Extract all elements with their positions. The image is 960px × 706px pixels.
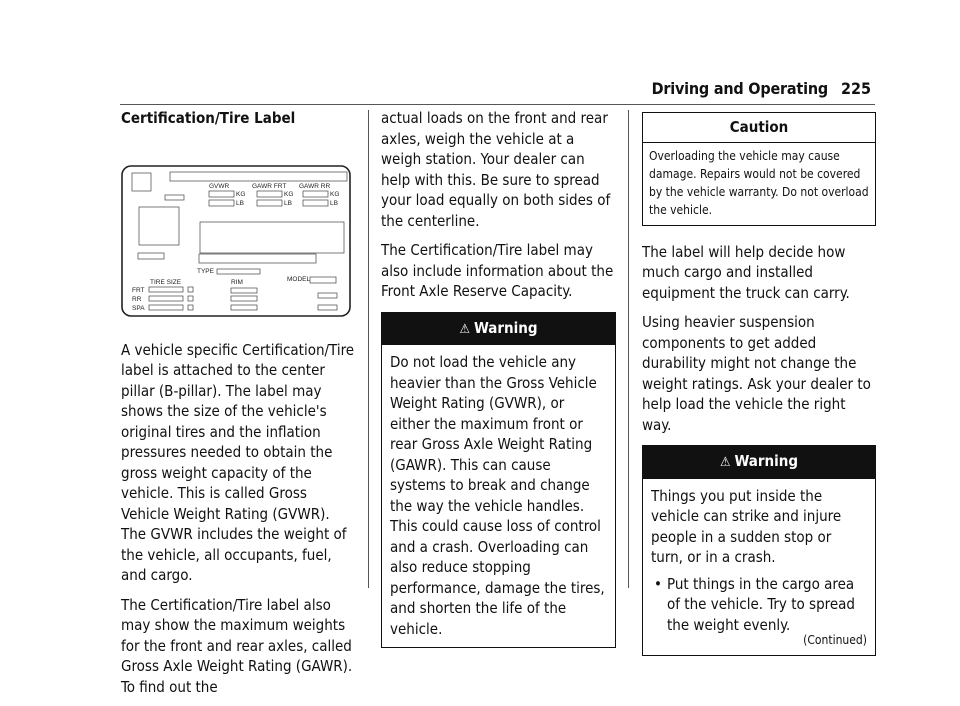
column-3 [642,108,876,672]
warning-box [642,445,876,656]
label-gawr-rr: GAWR RR [299,182,331,190]
label-type: TYPE [197,267,214,275]
label-kg: KG [236,190,246,198]
body-paragraph: actual loads on the front and rear axles, weigh the vehicle at a weigh station. Your dealer can help with this. Be sure to spread your load equally on both sides of the centerline. [381,109,611,230]
label-gawr-frt: GAWR FRT [252,182,287,190]
caution-text: Overloading the vehicle may cause damage. Repairs would not be covered by the vehicle warranty. Do not overload the vehicle. [649,148,869,217]
label-kg: KG [284,190,294,198]
warning-header [382,313,615,346]
label-gvwr: GVWR [209,182,230,190]
body-paragraph: The label will help decide how much cargo and installed equipment the truck can carry. [642,242,850,302]
page-number: 225 [840,79,871,98]
section-heading: Certification/Tire Label [121,109,296,127]
column-2 [381,108,616,664]
label-kg: KG [330,190,340,198]
warning-box [381,312,616,649]
body-paragraph: The Certification/Tire label may also include information about the Front Axle Reserve Capacity. [381,241,614,300]
label-lb: LB [330,199,338,207]
caution-title: Caution [643,113,875,143]
warning-icon: ⚠ [459,321,470,337]
label-frt: FRT [132,286,145,294]
column-1 [121,108,357,706]
body-paragraph: The Certification/Tire label also may show the maximum weights for the front and rear axles, called Gross Axle Weight Rating (GAWR). To find out the [121,595,353,696]
body-paragraph: A vehicle specific Certification/Tire label is attached to the center pillar (B-pillar). The label may shows the size of the vehicle's original tires and the inflation pressures needed to obtain the gross weight capacity of the vehicle. This is called Gross Vehicle Weight Rating (GVWR). The GVWR includes the weight of the vehicle, all occupants, fuel, and cargo. [121,340,355,584]
label-spa: SPA [132,304,145,312]
warning-text: Do not load the vehicle any heavier than the Gross Vehicle Weight Rating (GVWR), or either the maximum front or rear Gross Axle Weight Rating (GAWR). This can cause systems to break and change the way the vehicle handles. This could cause loss of control and a crash. Overloading can also reduce stopping performance, damage the tires, and shorten the life of the vehicle. [390,353,605,638]
warning-icon: ⚠ [719,455,731,470]
header-divider [120,104,875,105]
label-tire-size: TIRE SIZE [150,278,182,286]
label-rim: RIM [231,278,243,286]
warning-bullet: • Put things in the cargo area of the vehicle. Try to spread the weight evenly. [651,574,867,636]
warning-content [643,479,875,656]
label-lb: LB [236,199,244,207]
page-header [0,0,960,110]
warning-text: Things you put inside the vehicle can strike and injure people in a sudden stop or turn, or in a crash. [651,486,842,566]
label-model: MODEL [287,275,311,283]
column-divider [628,110,629,588]
warning-header [643,446,875,479]
warning-title: Warning [473,318,538,337]
label-lb: LB [284,199,292,207]
label-rr: RR [132,295,142,303]
warning-title: Warning [734,452,799,470]
continued-label: (Continued) [803,633,867,647]
section-title: Driving and Operating [651,79,828,98]
certification-tire-label-figure [121,165,351,317]
caution-box [642,112,876,226]
column-divider [368,110,369,588]
body-paragraph: Using heavier suspension components to get added durability might not change the weight ratings. Ask your dealer to help load the vehicle the right way. [642,313,871,434]
